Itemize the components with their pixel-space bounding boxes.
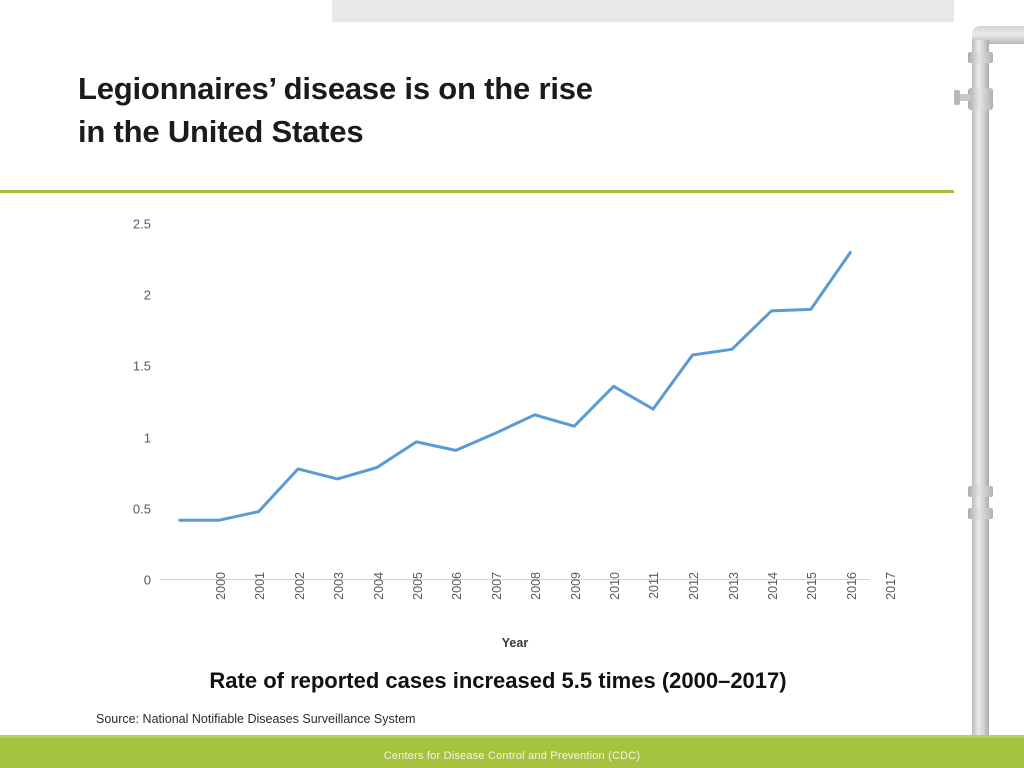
x-axis-tick: 2016: [844, 572, 859, 600]
x-axis-tick: 2013: [726, 572, 741, 600]
x-axis-tick: 2012: [686, 572, 701, 600]
pipe-vertical: [972, 40, 989, 740]
incidence-line-chart: [88, 212, 898, 652]
title-divider: [0, 190, 956, 193]
y-axis-tick: 1.5: [132, 358, 151, 374]
x-axis-tick: 2002: [292, 572, 307, 600]
x-axis-tick: 2005: [410, 572, 425, 600]
x-axis-tick: 2007: [489, 572, 504, 600]
x-axis-tick: 2006: [450, 572, 465, 600]
y-axis-title: [94, 0, 112, 252]
pipe-illustration: [954, 0, 1024, 735]
x-axis-tick: 2011: [646, 572, 661, 599]
footer-text: Centers for Disease Control and Prevention (CDC): [383, 750, 641, 762]
pipe-valve-nub: [954, 90, 960, 105]
y-axis-tick: 2.5: [132, 216, 151, 232]
x-axis-tick: 2017: [884, 572, 899, 600]
y-axis-tick: 0.5: [132, 501, 151, 517]
page-title: [78, 68, 798, 154]
page-title-line-1: Legionnaires’ disease is on the rise: [78, 71, 593, 106]
top-decorative-band: [332, 0, 1024, 22]
pipe-collar-top: [968, 52, 993, 63]
pipe-collar-mid: [968, 486, 993, 497]
y-axis-tick: 2: [143, 287, 151, 303]
x-axis-tick: 2000: [213, 572, 228, 600]
line-series-svg: [160, 224, 870, 580]
x-axis-tick: 2008: [529, 572, 544, 600]
x-axis-tick: 2004: [371, 572, 386, 600]
pipe-valve-body: [968, 88, 993, 110]
x-axis-title: Year: [501, 636, 529, 650]
pipe-collar-lower: [968, 508, 993, 519]
x-axis-tick: 2009: [568, 572, 583, 600]
chart-caption: Rate of reported cases increased 5.5 times (2000–2017): [209, 668, 787, 693]
x-axis-tick: 2001: [252, 572, 267, 600]
page-title-line-2: in the United States: [78, 113, 364, 149]
x-axis-tick: 2003: [331, 572, 346, 600]
chart-plot-area: [132, 216, 899, 600]
x-axis-tick: 2014: [765, 572, 780, 600]
x-axis-tick: 2015: [805, 572, 820, 600]
source-note: Source: National Notifiable Diseases Surveillance System: [96, 712, 416, 726]
x-axis-tick: 2010: [607, 572, 622, 600]
y-axis-tick: 1: [143, 430, 151, 446]
y-axis-tick: 0: [143, 572, 151, 588]
